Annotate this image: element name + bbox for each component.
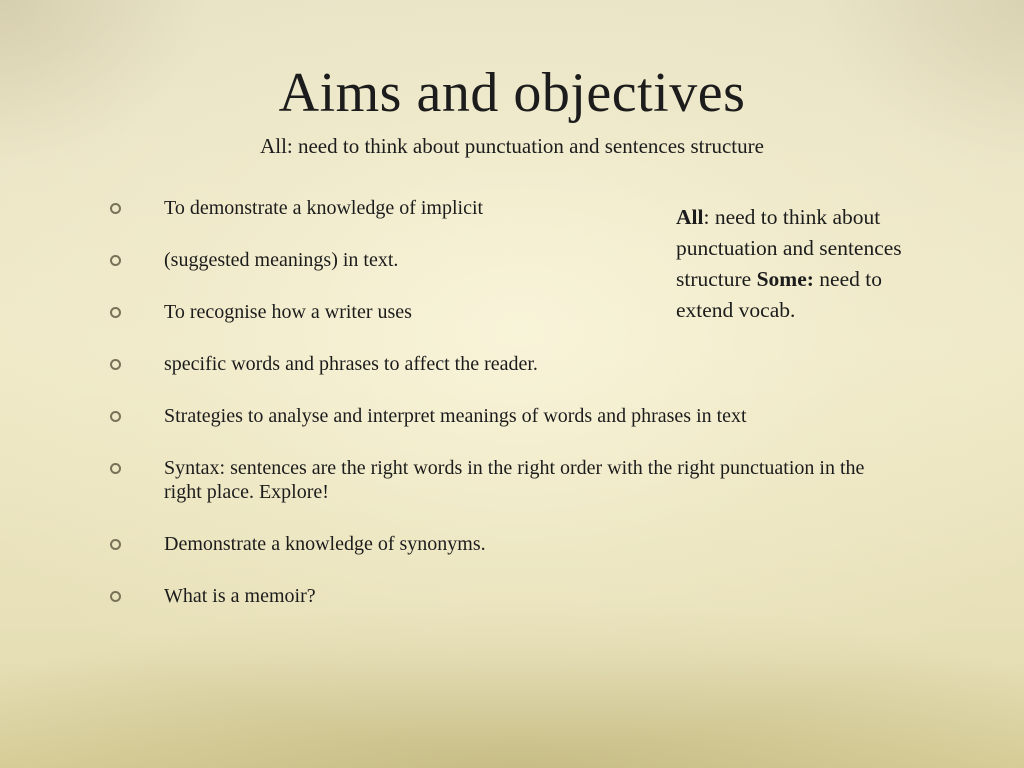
all-text: : need to think about punctuation and sentences structure — [676, 205, 902, 291]
all-label: All — [676, 205, 704, 229]
differentiation-textbox — [676, 202, 926, 326]
circle-bullet-icon — [110, 591, 121, 602]
circle-bullet-icon — [110, 203, 121, 214]
list-item-text: To recognise how a writer uses — [164, 301, 412, 323]
list-item-text: What is a memoir? — [164, 585, 316, 607]
circle-bullet-icon — [110, 411, 121, 422]
circle-bullet-icon — [110, 359, 121, 370]
some-text: need to extend vocab. — [676, 267, 882, 322]
circle-bullet-icon — [110, 539, 121, 550]
list-item-text: Syntax: sentences are the right words in the right order with the right punctuation in the right place. Explore! — [164, 457, 865, 503]
list-item-text: Strategies to analyse and interpret meanings of words and phrases in text — [164, 405, 747, 427]
list-item-text: specific words and phrases to affect the reader. — [164, 353, 538, 375]
slide-subtitle: All: need to think about punctuation and sentences structure — [260, 134, 764, 158]
some-label: Some: — [756, 267, 814, 291]
list-item-text: Demonstrate a knowledge of synonyms. — [164, 533, 486, 555]
circle-bullet-icon — [110, 463, 121, 474]
list-item-text: To demonstrate a knowledge of implicit — [164, 197, 484, 219]
circle-bullet-icon — [110, 255, 121, 266]
differentiation-text — [676, 202, 926, 326]
circle-bullet-icon — [110, 307, 121, 318]
slide-title: Aims and objectives — [278, 62, 746, 124]
list-item-text: (suggested meanings) in text. — [164, 249, 399, 271]
